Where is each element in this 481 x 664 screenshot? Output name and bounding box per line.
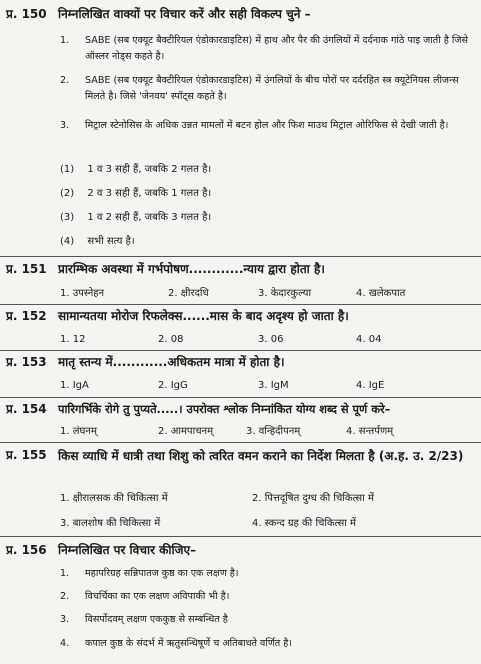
option-item[interactable]: 1. IgA bbox=[60, 380, 89, 391]
question-155 bbox=[0, 447, 481, 481]
question-number: प्र. 156 bbox=[6, 543, 47, 557]
option-item[interactable]: 2. 08 bbox=[158, 334, 184, 345]
statement-number: 4. bbox=[60, 638, 70, 649]
question-154 bbox=[0, 401, 481, 417]
option-item[interactable]: 1. लंघनम् bbox=[60, 426, 97, 437]
option-number: (1) bbox=[60, 164, 75, 175]
statement-item bbox=[60, 118, 469, 150]
divider bbox=[0, 304, 481, 305]
statement-number: 2. bbox=[60, 591, 70, 602]
option-item[interactable]: 1. क्षीरालसक की चिकित्सा में bbox=[60, 493, 168, 504]
statement-text: SABE (सब एक्यूट बैक्टीरियल एंडोकारडाइटिस) में हाथ और पैर की उंगलियों में दर्दनाक गांठे पाइ जाती है जिसे ऑस्लर नोड्स कहते है। bbox=[85, 35, 468, 62]
question-header bbox=[0, 401, 481, 417]
option-text: 1 व 3 सही हैं, जबकि 2 गलत है। bbox=[87, 164, 212, 175]
option-text: 2 व 3 सही हैं, जबकि 1 गलत है। bbox=[87, 188, 212, 199]
question-header bbox=[0, 308, 481, 324]
option-item[interactable]: 2. आमपाचनम् bbox=[158, 426, 214, 437]
statement-text: मिट्राल स्टेनोसिस के अधिक उन्नत मामलों में बटन होल और फिश माउथ मिट्राल ओरिफिस से देखी जाती है। bbox=[85, 120, 449, 131]
option-text: 1 व 2 सही हैं, जबकि 3 गलत है। bbox=[87, 212, 212, 223]
option-item[interactable] bbox=[60, 211, 211, 225]
question-number: प्र. 151 bbox=[6, 262, 47, 276]
question-152 bbox=[0, 308, 481, 324]
question-text: किस व्याधि में धात्री तथा शिशु को त्वरित वमन कराने का निर्देश मिलता है (अ.ह. उ. 2/23) bbox=[58, 449, 464, 463]
divider bbox=[0, 442, 481, 443]
question-151 bbox=[0, 261, 481, 277]
option-item[interactable]: 2. पित्तदूषित दुग्ध की चिकित्सा में bbox=[252, 493, 374, 504]
option-item[interactable]: 4. 04 bbox=[356, 334, 382, 345]
statement-item bbox=[60, 612, 469, 628]
divider bbox=[0, 350, 481, 351]
statement-item bbox=[60, 636, 473, 652]
statement-item bbox=[60, 566, 469, 582]
divider bbox=[0, 536, 481, 537]
statement-text: विसर्पोदवम् लक्षण एककुष्ठ से सम्बन्धित है bbox=[85, 614, 228, 625]
question-text: प्रारम्भिक अवस्था में गर्भपोषण............न्याय द्वारा होता है। bbox=[58, 262, 325, 276]
question-header bbox=[0, 6, 481, 22]
option-item[interactable]: 3. केदारकुल्या bbox=[258, 288, 312, 299]
option-item[interactable]: 4. सन्तर्पणम् bbox=[346, 426, 394, 437]
option-item[interactable]: 1. उपस्नेहन bbox=[60, 288, 105, 299]
question-text: निम्नलिखित वाक्यों पर विचार करें और सही विकल्प चुने – bbox=[58, 7, 311, 21]
statement-text: कपाल कुष्ठ के संदर्भ में ऋतुसन्धिषूर्णे च अतिबाधते वर्णित है। bbox=[85, 638, 293, 649]
question-number: प्र. 150 bbox=[6, 7, 47, 21]
question-156 bbox=[0, 542, 481, 558]
statement-text: SABE (सब एक्यूट बैक्टीरियल एंडोकारडाइटिस) में उंगलियों के बीच पोरों पर दर्दरहित स्त्र क्यूटेनियस लीजन्स मिलते है। जिसे 'जेनवय' स्पॉट्स कहते है। bbox=[85, 75, 459, 102]
statement-number: 3. bbox=[60, 614, 70, 625]
question-header bbox=[0, 261, 481, 277]
divider bbox=[0, 256, 481, 257]
question-text: सामान्यतया मोरोज रिफलेक्स......मास के बाद अदृश्य हो जाता है। bbox=[58, 309, 349, 323]
option-number: (4) bbox=[60, 236, 75, 247]
option-item[interactable]: 3. वन्हिदीपनम् bbox=[246, 426, 301, 437]
statement-number: 1. bbox=[60, 568, 70, 579]
option-item[interactable]: 2. IgG bbox=[158, 380, 188, 391]
option-item[interactable]: 3. IgM bbox=[258, 380, 289, 391]
divider bbox=[0, 397, 481, 398]
question-header bbox=[0, 354, 481, 370]
statement-text: विचर्चिका का एक लक्षण अविपाकी भी है। bbox=[85, 591, 230, 602]
statement-number: 3. bbox=[60, 120, 70, 131]
question-text: निम्नलिखित पर विचार कीजिए– bbox=[58, 543, 197, 557]
option-number: (2) bbox=[60, 188, 75, 199]
statement-number: 2. bbox=[60, 75, 70, 86]
question-header bbox=[0, 542, 481, 558]
option-item[interactable] bbox=[60, 163, 211, 177]
question-number: प्र. 152 bbox=[6, 309, 47, 323]
option-item[interactable]: 4. स्कन्द ग्रह की चिकित्सा में bbox=[252, 518, 357, 529]
option-item[interactable]: 4. IgE bbox=[356, 380, 385, 391]
statement-text: महापरिग्रह सन्निपातज कुष्ठ का एक लक्षण है। bbox=[85, 568, 239, 579]
question-153 bbox=[0, 354, 481, 370]
question-header bbox=[0, 447, 481, 481]
statement-item bbox=[60, 73, 469, 105]
option-item[interactable]: 3. 06 bbox=[258, 334, 284, 345]
option-item[interactable] bbox=[60, 187, 211, 201]
statement-number: 1. bbox=[60, 35, 70, 46]
question-text: पारिगर्भिके रोगे तु पुप्यते.....। उपरोक्त श्लोक निम्नांकित योग्य शब्द से पूर्ण करे– bbox=[58, 402, 391, 416]
statement-item bbox=[60, 589, 469, 605]
option-item[interactable]: 1. 12 bbox=[60, 334, 86, 345]
option-item[interactable]: 4. खलेकपात bbox=[356, 288, 406, 299]
question-150 bbox=[0, 6, 481, 22]
question-number: प्र. 154 bbox=[6, 402, 47, 416]
option-item[interactable]: 3. बालशोष की चिकित्सा में bbox=[60, 518, 161, 529]
option-number: (3) bbox=[60, 212, 75, 223]
question-number: प्र. 155 bbox=[6, 448, 47, 462]
question-number: प्र. 153 bbox=[6, 355, 47, 369]
option-item[interactable] bbox=[60, 235, 135, 249]
statement-item bbox=[60, 33, 469, 65]
option-item[interactable]: 2. क्षीरदधि bbox=[168, 288, 209, 299]
option-text: सभी सत्य है। bbox=[87, 236, 135, 247]
question-text: मातृ स्तन्य में............अधिकतम मात्रा में होता है। bbox=[58, 355, 285, 369]
